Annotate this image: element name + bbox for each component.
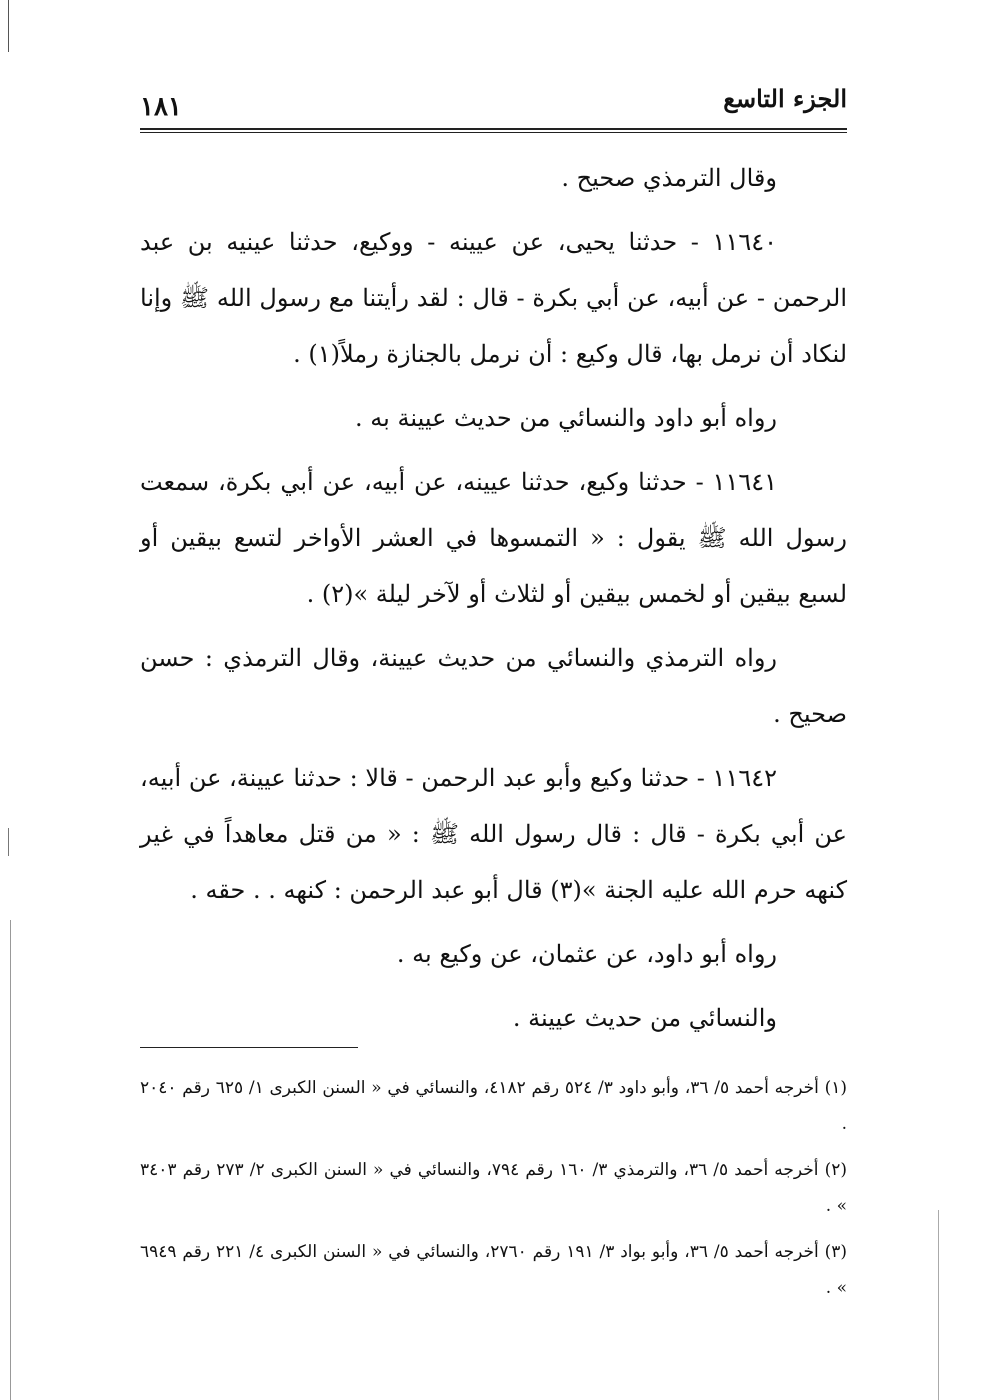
paragraph: وقال الترمذي صحيح .	[561, 164, 777, 192]
footnotes	[140, 1070, 847, 1316]
footnote: (٢) أخرجه أحمد ٥/ ٣٦، والترمذي ٣/ ١٦٠ رقم ٧٩٤، والنسائي في « السنن الكبرى ٢/ ٢٧٣ رقم ٣٤٠٣ » .	[140, 1160, 847, 1216]
part-title: الجزء التاسع	[723, 84, 847, 113]
paragraph: رواه أبو داود، عن عثمان، عن وكيع به .	[396, 940, 777, 968]
scan-edge-line	[938, 1210, 939, 1400]
hadith-paragraph: ١١٦٤٠ - حدثنا يحيى، عن عيينه - ووكيع، حدثنا عينيه بن عبد الرحمن - عن أبيه، عن أبي بكرة - قال : لقد رأيتنا مع رسول الله ﷺ وإنا لنكاد أن نرمل بها، قال وكيع : أن نرمل بالجنازة رملاً(١) .	[140, 228, 847, 368]
scan-edge-line	[8, 0, 9, 52]
footnote-separator	[140, 1047, 358, 1048]
hadith-paragraph: ١١٦٤٢ - حدثنا وكيع وأبو عبد الرحمن - قالا : حدثنا عيينة، عن أبيه، عن أبي بكرة - قال : قال رسول الله ﷺ : « من قتل معاهداً في غير كنهه حرم الله عليه الجنة »(٣) قال أبو عبد الرحمن : كنهه . . حقه .	[140, 764, 847, 904]
paragraph: رواه الترمذي والنسائي من حديث عيينة، وقال الترمذي : حسن صحيح .	[140, 644, 847, 728]
scan-edge-line	[8, 828, 9, 856]
footnote: (٣) أخرجه أحمد ٥/ ٣٦، وأبو بواد ٣/ ١٩١ رقم ٢٧٦٠، والنسائي في « السنن الكبرى ٤/ ٢٢١ رقم ٦٩٤٩ » .	[140, 1242, 848, 1298]
scan-edge-line	[10, 920, 11, 1400]
running-header	[140, 82, 847, 122]
page-number: ١٨١	[140, 92, 182, 122]
header-rule	[140, 132, 847, 133]
header-rule	[140, 128, 847, 130]
paragraph: رواه أبو داود والنسائي من حديث عيينة به .	[355, 404, 777, 432]
page-body	[140, 150, 847, 1054]
footnote: (١) أخرجه أحمد ٥/ ٣٦، وأبو داود ٣/ ٥٢٤ رقم ٤١٨٢، والنسائي في « السنن الكبرى ١/ ٦٢٥ رقم ٢٠٤٠ .	[140, 1078, 847, 1134]
paragraph: والنسائي من حديث عيينة .	[512, 1004, 777, 1032]
hadith-paragraph: ١١٦٤١ - حدثنا وكيع، حدثنا عيينه، عن أبيه، عن أبي بكرة، سمعت رسول الله ﷺ يقول : « التمسوها في العشر الأواخر لتسع بيقين أو لسبع بيقين أو لخمس بيقين أو لثلاث أو لآخر ليلة »(٢) .	[140, 468, 847, 608]
